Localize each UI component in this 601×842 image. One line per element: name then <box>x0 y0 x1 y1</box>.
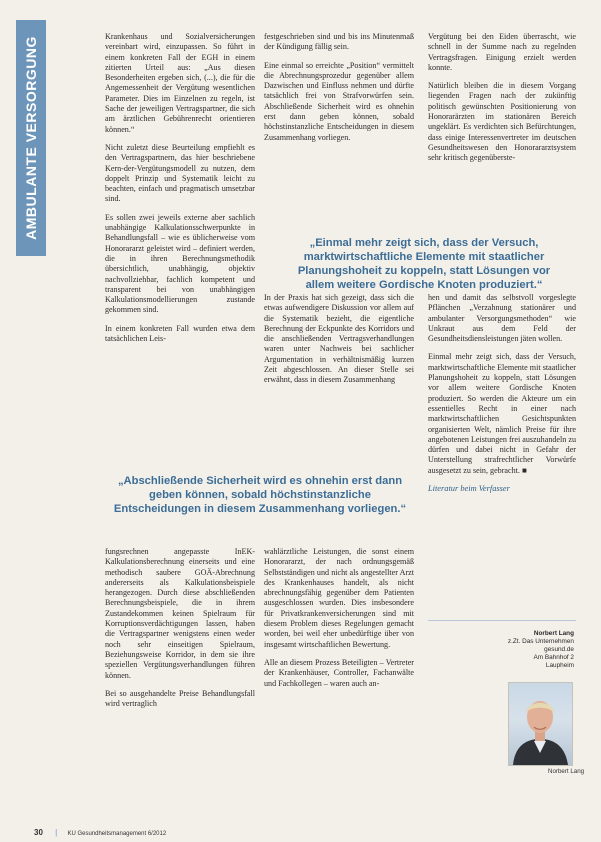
paragraph: Alle an diesem Prozess Beteiligten – Vertreter der Krankenhäuser, Controller, Fachanwälte und Fachkollegen – waren auch an- <box>264 657 414 688</box>
author-line: z.Zt. Das Unternehmen <box>507 638 574 645</box>
author-line: gesund.de <box>544 646 574 653</box>
author-name: Norbert Lang <box>533 630 574 637</box>
author-divider <box>428 620 576 621</box>
column-upper-left <box>105 32 255 352</box>
column-lower-middle <box>264 547 414 697</box>
paragraph: hen und damit das selbstvoll vorgeslegte Pflänchen „Verzahnung stationärer und ambulanter Versorgungsmethoden“ wie Unkraut aus dem Feld der Gesundheitsdiensleistungen jäten wollen. <box>428 293 576 344</box>
paragraph: wahlärztliche Leistungen, die sonst einem Honorararzt, der nach ordnungsgemäß Selbstständigen und nicht als angestellter Arzt des Krankenhauses handelt, als nicht abrechnungsfähig gegenüber dem Patienten ausgeschlossen wurden. Dies insbesondere für Privatkrankenversicherungen sind mit diesem Problem dieses Regelungen gemacht worden, bei weil eher unbedürftige über von insgesamt wirtschaftlichen Bewertung. <box>264 547 414 649</box>
column-upper-middle <box>264 32 414 151</box>
author-line: Am Bahnhof 2 <box>533 654 574 661</box>
column-upper-right <box>428 32 576 172</box>
paragraph: Krankenhaus und Sozialversicherungen vereinbart wird, einzupassen. So führt in einem konkreten Fall der EGH in einem zitierten Urteil aus: „Aus diesen Besonderheiten ergeben sich, (...), die für die Angemessenheit der Vergütung wesentlichen Parameter. Dies im Einzelnen zu regeln, ist Sache der jeweiligen Vertragspartner, die sich am ärztlichen Gebührenrecht orientieren können.“ <box>105 32 255 134</box>
photo-caption: Norbert Lang <box>548 768 585 775</box>
paragraph: Natürlich bleiben die in diesem Vorgang liegenden Fragen nach der zukünftig politisch gewünschten Positionierung von Honorarärzten im stationären Bereich ungeklärt. Es verdichten sich Befürchtungen, dass einige Interessenvertreter im deutschen Gesundheitswesen den Honorararztsystem sehr kritisch gegenüberste- <box>428 81 576 163</box>
author-line: Laupheim <box>545 662 574 669</box>
section-sidebar <box>16 20 46 256</box>
footer-separator: | <box>55 828 58 837</box>
section-label: AMBULANTE VERSORGUNG <box>23 36 39 240</box>
paragraph: In einem konkreten Fall wurden etwa dem tatsächlichen Leis- <box>105 323 255 344</box>
pull-quote-2: „Abschließende Sicherheit wird es ohnehin erst dann geben können, sobald höchstinstanzliche Entscheidungen in diesem Zusammenhang vorliegen.“ <box>113 475 407 515</box>
author-photo <box>508 682 573 766</box>
page-footer <box>34 828 166 837</box>
literature-reference: Literatur beim Verfasser <box>428 484 510 494</box>
column-lower-left <box>105 547 255 717</box>
paragraph: In der Praxis hat sich gezeigt, dass sich die etwas aufwendigere Diskussion vor allem auf die Systematik bezieht, die eigentliche Berechnung der Eckpunkte des Korridors und die anschließenden Vertragsverhandlungen waren unter Nachweis bei sachlicher Argumentation in verhältnismäßig kurzen Zeit abgeschlossen. An dieser Stelle sei erwähnt, dass in diesem Zusammenhang <box>264 293 414 385</box>
paragraph: festgeschrieben sind und bis ins Minutenmaß der Kündigung fällig sein. <box>264 32 414 52</box>
paragraph: Es sollen zwei jeweils externe aber sachlich unabhängige Kalkulationsschwerpunkte in Behandlungsfall – wie es üblicherweise vom Honorararzt geleistet wird – definiert werden, die in ihren Berechnungsmethodik übersichtlich, unabhängig, objektiv nachvollziehbar, fachlich kompetent und transparent bei von unabhängigen Kalkulationsmodellierungen zustande gekommen sind. <box>105 212 255 315</box>
paragraph: Nicht zuletzt diese Beurteilung empfiehlt es den Vertragspartnern, das hier beschriebene Kern-der-Vergütungsmodell zu nutzen, dem doppelt Prinzip und Systematik leicht zu beachten, einfach und pragmatisch umsetzbar sind. <box>105 142 255 204</box>
column-mid-left <box>264 293 414 394</box>
pull-quote-1: „Einmal mehr zeigt sich, dass der Versuch, marktwirtschaftliche Elemente mit staatlicher Planungshoheit zu koppeln, statt Lösungen vor allem weitere Gordische Knoten produziert.“ <box>297 237 551 291</box>
publication-source: KU Gesundheitsmanagement 6/2012 <box>67 831 167 837</box>
portrait-image <box>509 683 572 765</box>
paragraph: Vergütung bei den Eiden überrascht, wie schnell in der Summe nach zu regelnden Vertragsfragen. Einigung erzielt werden konnte. <box>428 32 576 72</box>
paragraph: Eine einmal so erreichte „Position“ vermittelt die Abrechnungsprozedur gegenüber allem Dazwischen und Einfluss nehmen und dürfte tatsächlich frei von Strafvorwürfen sein. Abschließende Sicherheit wird es ohnehin erst dann geben können, sobald höchstinstanzliche Entscheidungen in diesem Zusammenhang vorliegen. <box>264 60 414 142</box>
paragraph: fungsrechnen angepasste InEK-Kalkulationsberechnung einerseits und eine methodisch saubere GOÄ-Abrechnung andererseits als Kalkulationsbeispiele herangezogen. Durch diese abschließenden Berechnungsbeispiele, die in ihrem Zustandekommen keinen Spielraum für Korruptionsverdächtigungen lassen, haben die Vertragspartner wenigstens einen weder noch sehr einseitigen Spielraum, Beziehungsweise Korridor, in dem sie ihre speziellen Vergütungsverhandlungen führen können. <box>105 547 255 680</box>
author-info <box>470 630 574 670</box>
column-mid-right <box>428 293 576 502</box>
paragraph: Einmal mehr zeigt sich, dass der Versuch, marktwirtschaftliche Elemente mit staatlicher Planungshoheit zu koppeln, statt Lösungen vor allem weitere Gordische Knoten produziert. So werden die Akteure um ein essentielles Recht in einer nach marktwirtschaftlichen Gesichtspunkten organisierten Welt, nämlich Preise für ihre angebotenen Leistungen frei auszuhandeln zu dürfen und dabei nicht in Gefahr der Unterstellung strafrechtlicher Vorwürfe ausgesetzt zu sein, gebracht. ■ <box>428 352 576 475</box>
page-number: 30 <box>34 828 43 837</box>
paragraph: Bei so ausgehandelte Preise Behandlungsfall wird vertraglich <box>105 688 255 709</box>
